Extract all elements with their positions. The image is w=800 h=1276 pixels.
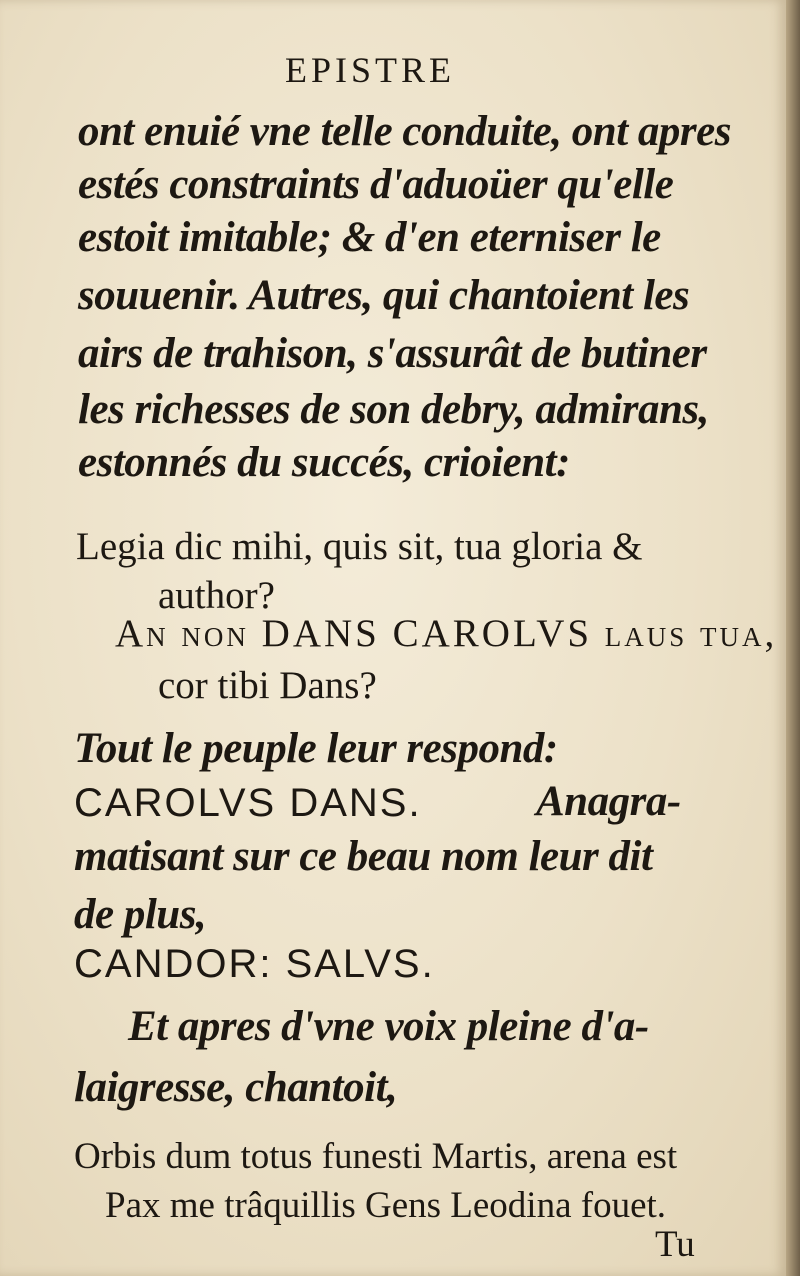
book-edge [786, 0, 800, 1276]
text-line: Tout le peuple leur respond: [74, 725, 558, 772]
verse-line: Orbis dum totus funesti Martis, arena est [74, 1136, 678, 1177]
text-line: de plus, [74, 891, 207, 938]
verse-line: Pax me trâquillis Gens Leodina fouet. [105, 1185, 667, 1226]
name-line: CAROLVS DANS. [74, 781, 422, 825]
text-line: estonnés du succés, crioient: [78, 439, 570, 486]
name-line: CANDOR: SALVS. [74, 942, 435, 986]
text-line: Anagra- [536, 778, 681, 825]
verse-line: cor tibi Dans? [158, 664, 377, 707]
text-line: matisant sur ce beau nom leur dit [74, 833, 653, 880]
text-line: estoit imitable; & d'en eterniser le [78, 214, 661, 261]
text-line: laigresse, chantoit, [74, 1064, 398, 1111]
text-line: airs de trahison, s'assurât de butiner [78, 330, 707, 377]
text-line: Et apres d'vne voix pleine d'a- [128, 1003, 649, 1050]
running-title: EPISTRE [285, 50, 456, 90]
text-line: les richesses de son debry, admirans, [78, 386, 709, 433]
verse-line: author? [158, 574, 275, 617]
verse-line: An non DANS CAROLVS laus tua, [115, 612, 778, 655]
verse-line: Legia dic mihi, quis sit, tua gloria & [76, 525, 643, 568]
text-line: estés constraints d'aduoüer qu'elle [78, 161, 674, 208]
text-line: souuenir. Autres, qui chantoient les [78, 272, 690, 319]
text-line: ont enuié vne telle conduite, ont apres [78, 108, 731, 155]
catchword: Tu [655, 1224, 695, 1265]
